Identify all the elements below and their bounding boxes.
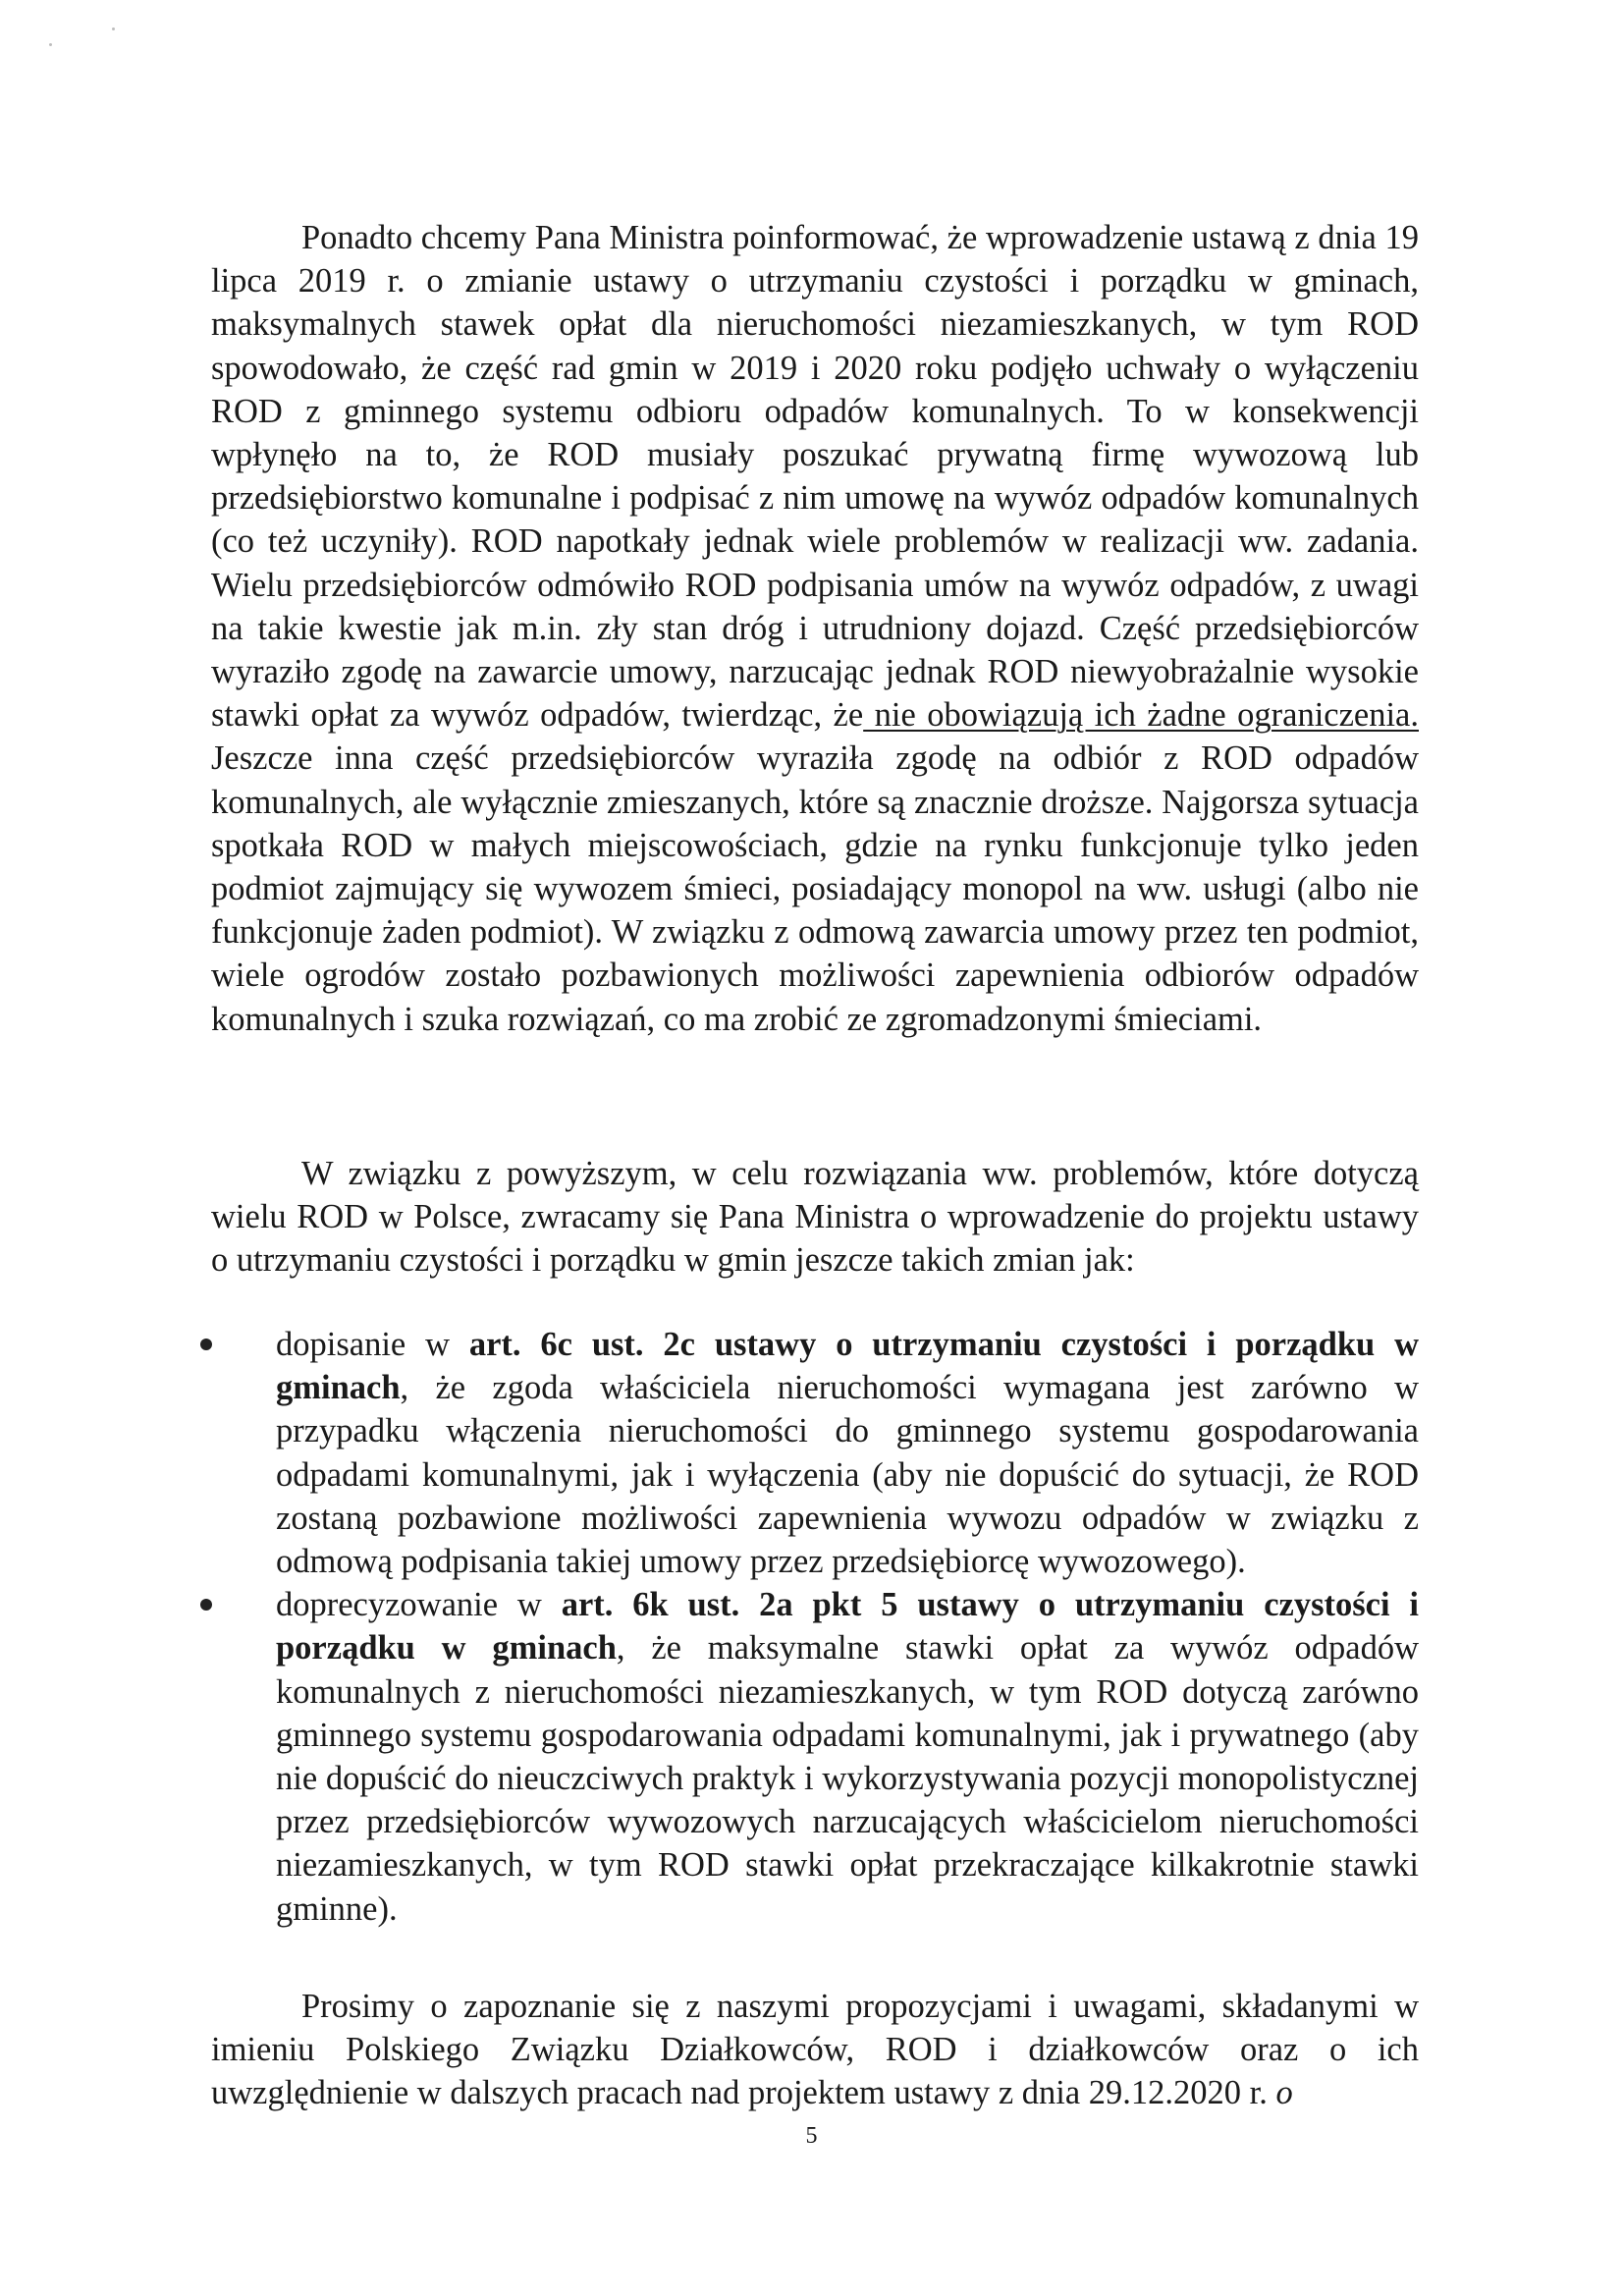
italic-text: o: [1275, 2074, 1293, 2112]
underlined-text: nie obowiązują ich żadne ograniczenia.: [863, 696, 1419, 735]
paragraph-text: Ponadto chcemy Pana Ministra poinformować, że wprowadzenie ustawą z dnia 19 lipca 2019 r. o zmianie ustawy o utrzymaniu czystości i porządku w gminach, maksymalnych stawek opłat dla nieruchomości niezamieszkanych, w tym ROD spowodowało, że część rad gmin w 2019 i 2020 roku podjęło uchwały o wyłączeniu ROD z gminnego systemu odbioru odpadów komunalnych. To w konsekwencji wpłynęło na to, że ROD musiały poszukać prywatną firmę wywozową lub przedsiębiorstwo komunalne i podpisać z nim umowę na wywóz odpadów komunalnych (co też uczyniły). ROD napotkały jednak wiele problemów w realizacji ww. zadania. Wielu przedsiębiorców odmówiło ROD podpisania umów na wywóz odpadów, z uwagi na takie kwestie jak m.in. zły stan dróg i utrudniony dojazd. Część przedsiębiorców wyraziło zgodę na zawarcie umowy, narzucając jednak ROD niewyobrażalnie wysokie stawki opłat za wywóz odpadów, twierdząc, że: [211, 219, 1419, 735]
list-item: [211, 1583, 1419, 1931]
list-item: [211, 1323, 1419, 1583]
bold-reference: art. 6c ust. 2c ustawy o utrzymaniu czystości i porządku w gminach: [276, 1326, 1419, 1407]
scan-speck: [112, 27, 115, 30]
paragraph-request-intro: W związku z powyższym, w celu rozwiązania ww. problemów, które dotyczą wielu ROD w Polsce, zwracamy się Pana Ministra o wprowadzenie do projektu ustawy o utrzymaniu czystości i porządku w gmin jeszcze takich zmian jak:: [211, 1155, 1419, 1280]
bullet-icon: [200, 1599, 212, 1611]
scan-speck: [49, 43, 52, 46]
list-item-text: doprecyzowanie w: [276, 1586, 562, 1624]
paragraph-closing: [211, 1985, 1419, 2115]
list-item-text: dopisanie w: [276, 1326, 469, 1363]
bullet-icon: [200, 1339, 212, 1350]
bold-reference: art. 6k ust. 2a pkt 5 ustawy o utrzymaniu czystości i porządku w gminach: [276, 1586, 1420, 1667]
list-item-text: , że zgoda właściciela nieruchomości wymagana jest zarówno w przypadku włączenia nieruchomości do gminnego systemu gospodarowania odpadami komunalnymi, jak i wyłączenia (aby nie dopuścić do sytuacji, że ROD zostaną pozbawione możliwości zapewnienia wywozu odpadów w związku z odmową podpisania takiej umowy przez przedsiębiorcę wywozowego).: [276, 1369, 1419, 1581]
page-number: 5: [805, 2123, 818, 2149]
paragraph-text: Jeszcze inna część przedsiębiorców wyraziła zgodę na odbiór z ROD odpadów komunalnych, ale wyłącznie zmieszanych, które są znacznie droższe. Najgorsza sytuacja spotkała ROD w małych miejscowościach, gdzie na rynku funkcjonuje tylko jeden podmiot zajmujący się wywozem śmieci, posiadający monopol na ww. usługi (albo nie funkcjonuje żaden podmiot). W związku z odmową zawarcia umowy przez ten podmiot, wiele ogrodów zostało pozbawionych możliwości zapewnienia odbiorów odpadów komunalnych i szuka rozwiązań, co ma zrobić ze zgromadzonymi śmieciami.: [211, 739, 1419, 1038]
paragraph-waste-problems: [211, 216, 1419, 1041]
list-item-text: , że maksymalne stawki opłat za wywóz odpadów komunalnych z nieruchomości niezamieszkanych, w tym ROD dotyczą zarówno gminnego systemu gospodarowania odpadami komunalnymi, jak i prywatnego (aby nie dopuścić do nieuczciwych praktyk i wykorzystywania pozycji monopolistycznej przez przedsiębiorców wywozowych narzucających właścicielom nieruchomości niezamieszkanych, w tym ROD stawki opłat przekraczające kilkakrotnie stawki gminne).: [276, 1629, 1419, 1928]
paragraph-text: Prosimy o zapoznanie się z naszymi propozycjami i uwagami, składanymi w imieniu Polskiego Związku Działkowców, ROD i działkowców oraz o ich uwzględnienie w dalszych pracach nad projektem ustawy z dnia 29.12.2020 r.: [211, 1988, 1419, 2112]
proposal-list: [211, 1323, 1419, 1931]
